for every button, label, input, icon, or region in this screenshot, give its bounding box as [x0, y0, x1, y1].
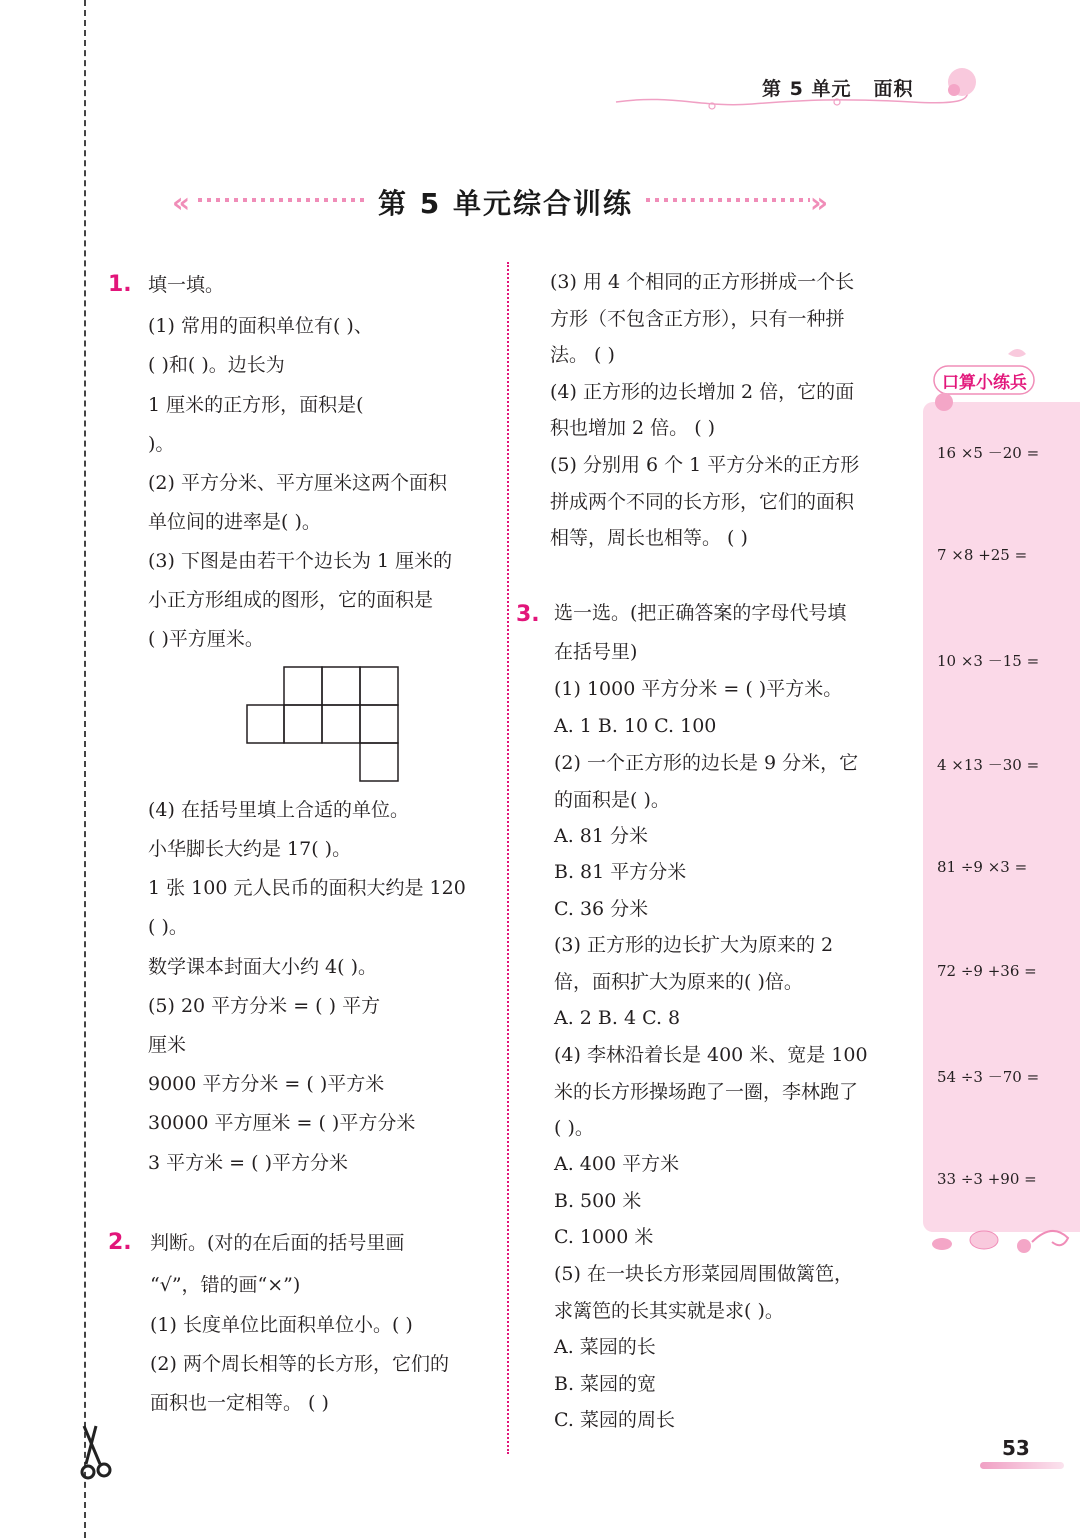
q1-number: 1. [108, 272, 132, 297]
mental-math-item: 81 ÷9 ×3 = [937, 858, 1028, 876]
title-banner [170, 178, 840, 224]
q2c-line: 相等，周长也相等。 ( ) [550, 527, 748, 549]
q3-line: A. 菜园的长 [554, 1336, 656, 1358]
q2c-line: 积也增加 2 倍。 ( ) [550, 417, 716, 439]
q1-line: 数学课本封面大小约 4( )。 [148, 956, 377, 978]
page-title: 第 5 单元综合训练 [378, 187, 633, 220]
q2c-line: (4) 正方形的边长增加 2 倍，它的面 [550, 381, 855, 403]
q3-line: A. 81 分米 [554, 825, 649, 847]
q3-line: ( )。 [554, 1117, 594, 1139]
q1-line: 单位间的进率是( )。 [148, 511, 321, 533]
q3-line: A. 2 B. 4 C. 8 [554, 1007, 681, 1029]
q2-line: 判断。(对的在后面的括号里画 [150, 1232, 405, 1254]
q2-line: (1) 长度单位比面积单位小。( ) [150, 1314, 413, 1336]
mental-math-item: 10 ×3 －15 = [937, 652, 1040, 670]
q2c-line: 法。 ( ) [550, 344, 615, 366]
q1-line: 小华脚长大约是 17( )。 [148, 838, 352, 860]
q1-line: (1) 常用的面积单位有( )、 [148, 315, 373, 337]
column-divider [507, 262, 509, 1454]
q3-number: 3. [516, 602, 540, 627]
q1-line: 1 厘米的正方形，面积是( [148, 394, 364, 416]
q3-line: B. 菜园的宽 [554, 1373, 657, 1395]
q2c-line: (5) 分别用 6 个 1 平方分米的正方形 [550, 454, 860, 476]
mental-math-item: 33 ÷3 +90 = [937, 1170, 1037, 1188]
q3-line: (4) 李林沿着长是 400 米、宽是 100 [554, 1044, 868, 1066]
q3-line: A. 1 B. 10 C. 100 [554, 715, 717, 737]
svg-text:»: » [810, 186, 829, 219]
scissors-icon [76, 1424, 120, 1484]
q1-line: 厘米 [148, 1034, 187, 1056]
page-number-bar [980, 1462, 1064, 1469]
q1-line: (2) 平方分米、平方厘米这两个面积 [148, 472, 447, 494]
q1-line: (3) 下图是由若干个边长为 1 厘米的 [148, 550, 453, 572]
square-grid-figure [246, 666, 400, 784]
q1-line: ( )。 [148, 916, 188, 938]
q1-line: 1 张 100 元人民币的面积大约是 120 [148, 877, 466, 899]
mental-math-panel [923, 402, 1080, 1232]
q3-line: (5) 在一块长方形菜园周围做篱笆， [554, 1263, 853, 1285]
q3-line: (2) 一个正方形的边长是 9 分米，它 [554, 752, 859, 774]
mental-math-heading-text: 口算小练兵 [942, 373, 1027, 393]
q1-line: 小正方形组成的图形，它的面积是 [148, 589, 434, 611]
svg-text:«: « [172, 186, 191, 219]
q1-line: (5) 20 平方分米 = ( ) 平方 [148, 995, 381, 1017]
q3-line: A. 400 平方米 [554, 1153, 680, 1175]
page-header [762, 74, 935, 101]
q2c-line: 方形（不包含正方形），只有一种拼 [550, 308, 845, 330]
q3-line: C. 36 分米 [554, 898, 649, 920]
mental-math-item: 72 ÷9 +36 = [937, 962, 1037, 980]
q3-line: (3) 正方形的边长扩大为原来的 2 [554, 934, 834, 956]
q1-line: ( )平方厘米。 [148, 628, 264, 650]
q3-line: C. 1000 米 [554, 1226, 654, 1248]
cut-line [84, 0, 86, 1538]
q3-line: 求篱笆的长其实就是求( )。 [554, 1300, 784, 1322]
mental-math-item: 16 ×5 －20 = [937, 444, 1040, 462]
unit-label: 第 5 单元 [762, 78, 852, 100]
q3-line: (1) 1000 平方分米 = ( )平方米。 [554, 678, 843, 700]
mental-math-item: 7 ×8 +25 = [937, 546, 1028, 564]
q1-line: 3 平方米 = ( )平方分米 [148, 1152, 348, 1174]
q1-line: 30000 平方厘米 = ( )平方分米 [148, 1112, 416, 1134]
q2-number: 2. [108, 1230, 132, 1255]
mental-math-item: 54 ÷3 －70 = [937, 1068, 1040, 1086]
q3-line: 倍，面积扩大为原来的( )倍。 [554, 971, 803, 993]
q3-line: 的面积是( )。 [554, 789, 670, 811]
mental-math-heading [928, 340, 1078, 420]
q1-line: (4) 在括号里填上合适的单位。 [148, 799, 409, 821]
topic-label: 面积 [873, 78, 914, 100]
q2c-line: 拼成两个不同的长方形，它们的面积 [550, 491, 855, 513]
q3-line: B. 81 平方分米 [554, 861, 687, 883]
q3-line: 在括号里) [554, 641, 638, 663]
q2-line: 面积也一定相等。 ( ) [150, 1392, 329, 1414]
sidebar-flourish [928, 1222, 1078, 1262]
q3-line: C. 菜园的周长 [554, 1409, 675, 1431]
q3-line: 选一选。(把正确答案的字母代号填 [554, 602, 847, 624]
q1-line: ( )和( )。边长为 [148, 354, 285, 376]
q2-line: (2) 两个周长相等的长方形，它们的 [150, 1353, 449, 1375]
q3-line: B. 500 米 [554, 1190, 642, 1212]
q3-line: 米的长方形操场跑了一圈，李林跑了 [554, 1081, 859, 1103]
q1-line: 9000 平方分米 = ( )平方米 [148, 1073, 385, 1095]
q1-title: 填一填。 [148, 274, 225, 296]
q2-line: “√”，错的画“×”) [150, 1274, 301, 1296]
mental-math-item: 4 ×13 －30 = [937, 756, 1040, 774]
q1-line: )。 [148, 433, 175, 455]
q2c-line: (3) 用 4 个相同的正方形拼成一个长 [550, 271, 855, 293]
page-number: 53 [1002, 1436, 1030, 1460]
